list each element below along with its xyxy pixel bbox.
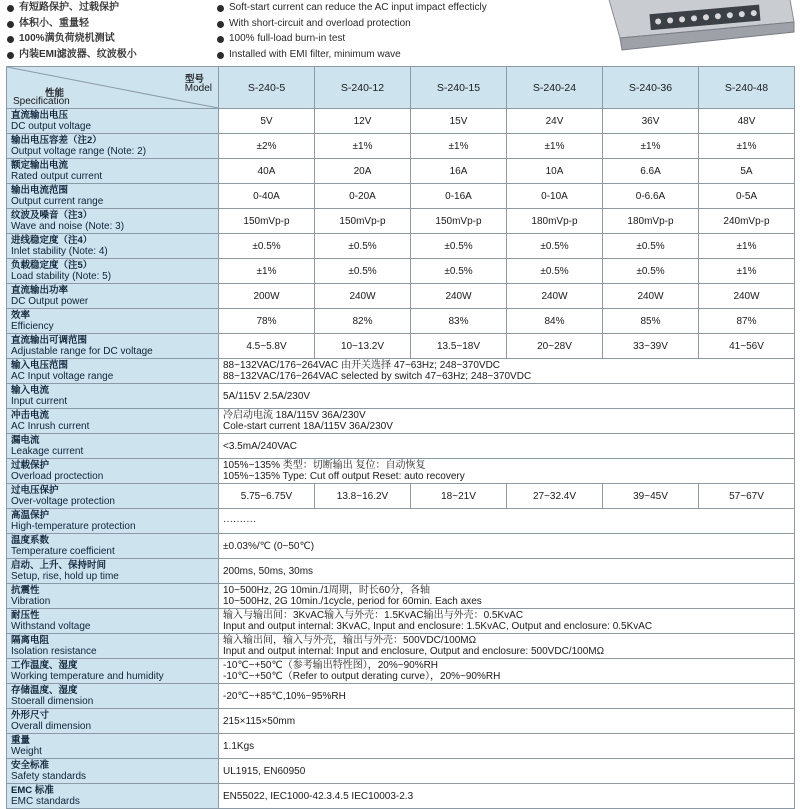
bullet-icon — [217, 21, 224, 28]
row-label: 冲击电流 AC Inrush current — [7, 409, 219, 434]
row-label: 启动、上升、保持时间 Setup, rise, hold up time — [7, 559, 219, 584]
feature-banner — [0, 0, 800, 64]
row-inrush — [7, 409, 795, 434]
row-dc-power — [7, 284, 795, 309]
table-cell: 88~132VAC/176~264VAC 由开关选择 47~63Hz; 248~370VDC 88~132VAC/176~264VAC selected by switch 47~63Hz; 248~370VDC — [219, 359, 795, 384]
row-rated-current — [7, 159, 795, 184]
table-cell: 48V — [699, 109, 795, 134]
bullet-icon — [7, 52, 14, 59]
row-label: EMC 标准 EMC standards — [7, 784, 219, 809]
feature-cn-item: 内装EMI滤波器、纹波极小 — [6, 47, 216, 63]
table-cell: 240W — [603, 284, 699, 309]
table-cell: 10~13.2V — [315, 334, 411, 359]
bullet-icon — [217, 52, 224, 59]
row-label: 工作温度、湿度 Working temperature and humidity — [7, 659, 219, 684]
model-header: S-240-48 — [699, 67, 795, 109]
model-header: S-240-36 — [603, 67, 699, 109]
table-cell: 240W — [315, 284, 411, 309]
row-ripple — [7, 209, 795, 234]
row-label: 安全标准 Safety standards — [7, 759, 219, 784]
power-supply-photo — [598, 0, 798, 56]
bullet-icon — [217, 36, 224, 43]
row-weight — [7, 734, 795, 759]
row-label: 负载稳定度（注5） Load stability (Note: 5) — [7, 259, 219, 284]
row-dimension — [7, 709, 795, 734]
table-cell: ±0.5% — [603, 259, 699, 284]
feature-en-item: With short-circuit and overload protection — [216, 16, 606, 32]
row-ac-input — [7, 359, 795, 384]
table-cell: 20A — [315, 159, 411, 184]
table-cell: UL1915, EN60950 — [219, 759, 795, 784]
row-label: 过载保护 Overload proctection — [7, 459, 219, 484]
table-cell: 200W — [219, 284, 315, 309]
model-label-cn: 型号 — [184, 74, 204, 85]
row-inlet-stability — [7, 234, 795, 259]
table-cell: 82% — [315, 309, 411, 334]
table-cell: 150mVp-p — [315, 209, 411, 234]
table-cell: -10℃~+50℃（参考输出特性图），20%~90%RH -10℃~+50℃（Refer to output derating curve），20%~90%RH — [219, 659, 795, 684]
table-cell: 215×115×50mm — [219, 709, 795, 734]
table-cell: 240mVp-p — [699, 209, 795, 234]
table-cell: ±0.5% — [315, 234, 411, 259]
row-setup — [7, 559, 795, 584]
table-cell: 57~67V — [699, 484, 795, 509]
feature-en-item: Soft-start current can reduce the AC input impact effecticly — [216, 0, 606, 16]
row-label: 直流输出电压 DC output voltage — [7, 109, 219, 134]
table-cell: ±0.03%/℃ (0~50℃) — [219, 534, 795, 559]
row-label: 效率 Efficiency — [7, 309, 219, 334]
table-cell: EN55022, IEC1000-42.3.4.5 IEC10003-2.3 — [219, 784, 795, 809]
bullet-icon — [7, 21, 14, 28]
table-cell: ·········· — [219, 509, 795, 534]
features-en-list — [216, 0, 606, 62]
table-cell: 冷启动电流 18A/115V 36A/230V Cole-start current 18A/115V 36A/230V — [219, 409, 795, 434]
model-header: S-240-5 — [219, 67, 315, 109]
row-storage — [7, 684, 795, 709]
row-efficiency — [7, 309, 795, 334]
row-label: 纹波及噪音（注3） Wave and noise (Note: 3) — [7, 209, 219, 234]
row-adjustable-range — [7, 334, 795, 359]
spec-label-en: Specification — [13, 96, 70, 107]
table-cell: ±1% — [603, 134, 699, 159]
row-label: 直流输出功率 DC Output power — [7, 284, 219, 309]
table-cell: 39~45V — [603, 484, 699, 509]
table-cell: ±1% — [699, 234, 795, 259]
table-cell: 36V — [603, 109, 699, 134]
row-isolation — [7, 634, 795, 659]
table-cell: ±0.5% — [411, 259, 507, 284]
table-cell: 0-20A — [315, 184, 411, 209]
table-cell: 1.1Kgs — [219, 734, 795, 759]
table-cell: 150mVp-p — [411, 209, 507, 234]
table-cell: 输入输出间，输入与外壳，输出与外壳：500VDC/100MΩ Input and output internal: Input and enclosure, Output and enclosure: 500VDC/100MΩ — [219, 634, 795, 659]
row-withstand — [7, 609, 795, 634]
table-cell: 18~21V — [411, 484, 507, 509]
table-cell: ±0.5% — [507, 234, 603, 259]
feature-cn-item: 100%满负荷烧机测试 — [6, 31, 216, 47]
feature-en-item: 100% full-load burn-in test — [216, 31, 606, 47]
table-cell: 0-40A — [219, 184, 315, 209]
row-label: 进线稳定度（注4） Inlet stability (Note: 4) — [7, 234, 219, 259]
table-cell: 83% — [411, 309, 507, 334]
table-cell: 0-10A — [507, 184, 603, 209]
feature-en-item: Installed with EMI filter, minimum wave — [216, 47, 606, 63]
table-cell: 16A — [411, 159, 507, 184]
table-cell: ±0.5% — [507, 259, 603, 284]
table-cell: 105%~135% 类型：切断输出 复位：自动恢复 105%~135% Type: Cut off output Reset: auto recovery — [219, 459, 795, 484]
bullet-icon — [7, 5, 14, 12]
table-cell: 200ms, 50ms, 30ms — [219, 559, 795, 584]
row-label: 温度系数 Temperature coefficient — [7, 534, 219, 559]
row-label: 过电压保护 Over-voltage protection — [7, 484, 219, 509]
table-cell: -20℃~+85℃,10%~95%RH — [219, 684, 795, 709]
row-emc — [7, 784, 795, 809]
table-cell: ±0.5% — [219, 234, 315, 259]
row-temp-coefficient — [7, 534, 795, 559]
model-header: S-240-24 — [507, 67, 603, 109]
row-label: 输出电流范围 Output current range — [7, 184, 219, 209]
table-cell: <3.5mA/240VAC — [219, 434, 795, 459]
table-cell: ±1% — [507, 134, 603, 159]
row-voltage-range — [7, 134, 795, 159]
row-label: 重量 Weight — [7, 734, 219, 759]
spec-label-cn: 性能 — [45, 88, 65, 99]
table-cell: 240W — [699, 284, 795, 309]
table-cell: 33~39V — [603, 334, 699, 359]
table-cell: ±1% — [699, 134, 795, 159]
features-cn-list — [6, 0, 216, 62]
table-cell: ±1% — [699, 259, 795, 284]
table-cell: 12V — [315, 109, 411, 134]
row-high-temp — [7, 509, 795, 534]
table-cell: 13.8~16.2V — [315, 484, 411, 509]
row-current-range — [7, 184, 795, 209]
model-label-en: Model — [184, 83, 212, 94]
table-cell: 84% — [507, 309, 603, 334]
table-cell: 180mVp-p — [507, 209, 603, 234]
table-cell: ±1% — [315, 134, 411, 159]
table-cell: 180mVp-p — [603, 209, 699, 234]
row-safety — [7, 759, 795, 784]
row-load-stability — [7, 259, 795, 284]
feature-cn-item: 体积小、重量轻 — [6, 16, 216, 32]
table-cell: 27~32.4V — [507, 484, 603, 509]
row-label: 高温保护 High-temperature protection — [7, 509, 219, 534]
table-cell: ±1% — [411, 134, 507, 159]
row-overload — [7, 459, 795, 484]
row-label: 输出电压容差（注2） Output voltage range (Note: 2) — [7, 134, 219, 159]
table-cell: 输入与输出间：3KvAC输入与外壳：1.5KvAC输出与外壳：0.5KvAC Input and output internal: 3KvAC, Input and enclosure: 1.5KvAC, Output and enclosure: 0.5KvAC — [219, 609, 795, 634]
table-cell: 5V — [219, 109, 315, 134]
row-label: 外形尺寸 Overall dimension — [7, 709, 219, 734]
table-cell: 85% — [603, 309, 699, 334]
table-cell: 78% — [219, 309, 315, 334]
table-cell: ±1% — [219, 259, 315, 284]
table-cell: 20~28V — [507, 334, 603, 359]
table-cell: 0-5A — [699, 184, 795, 209]
table-cell: ±2% — [219, 134, 315, 159]
row-label: 输入电压范围 AC Input voltage range — [7, 359, 219, 384]
table-cell: 240W — [507, 284, 603, 309]
table-cell: ±0.5% — [315, 259, 411, 284]
row-over-voltage — [7, 484, 795, 509]
model-header: S-240-12 — [315, 67, 411, 109]
table-cell: ±0.5% — [411, 234, 507, 259]
table-cell: 4.5~5.8V — [219, 334, 315, 359]
row-label: 额定输出电流 Rated output current — [7, 159, 219, 184]
row-leakage — [7, 434, 795, 459]
table-cell: 5.75~6.75V — [219, 484, 315, 509]
table-cell: 240W — [411, 284, 507, 309]
header-corner-cell — [7, 67, 219, 109]
row-label: 漏电流 Leakage current — [7, 434, 219, 459]
table-header-row — [7, 67, 795, 109]
feature-cn-item: 有短路保护、过载保护 — [6, 0, 216, 16]
model-header: S-240-15 — [411, 67, 507, 109]
row-label: 输入电流 Input current — [7, 384, 219, 409]
spec-table — [6, 66, 795, 809]
row-label: 隔离电阻 Isolation resistance — [7, 634, 219, 659]
table-cell: 24V — [507, 109, 603, 134]
table-cell: 10~500Hz, 2G 10min./1周期，时长60分，各轴 10~500Hz, 2G 10min./1cycle, period for 60min. Each axes — [219, 584, 795, 609]
row-label: 直流输出可调范围 Adjustable range for DC voltage — [7, 334, 219, 359]
row-vibration — [7, 584, 795, 609]
table-cell: 41~56V — [699, 334, 795, 359]
table-cell: ±0.5% — [603, 234, 699, 259]
row-input-current — [7, 384, 795, 409]
table-cell: 5A/115V 2.5A/230V — [219, 384, 795, 409]
table-cell: 10A — [507, 159, 603, 184]
table-cell: 6.6A — [603, 159, 699, 184]
table-cell: 15V — [411, 109, 507, 134]
table-cell: 0-16A — [411, 184, 507, 209]
table-cell: 40A — [219, 159, 315, 184]
bullet-icon — [217, 5, 224, 12]
table-cell: 87% — [699, 309, 795, 334]
table-cell: 5A — [699, 159, 795, 184]
row-working-temp — [7, 659, 795, 684]
row-label: 抗震性 Vibration — [7, 584, 219, 609]
bullet-icon — [7, 36, 14, 43]
table-cell: 0-6.6A — [603, 184, 699, 209]
row-dc-voltage — [7, 109, 795, 134]
row-label: 存储温度、湿度 Stoerall dimension — [7, 684, 219, 709]
table-cell: 150mVp-p — [219, 209, 315, 234]
table-cell: 13.5~18V — [411, 334, 507, 359]
row-label: 耐压性 Withstand voltage — [7, 609, 219, 634]
